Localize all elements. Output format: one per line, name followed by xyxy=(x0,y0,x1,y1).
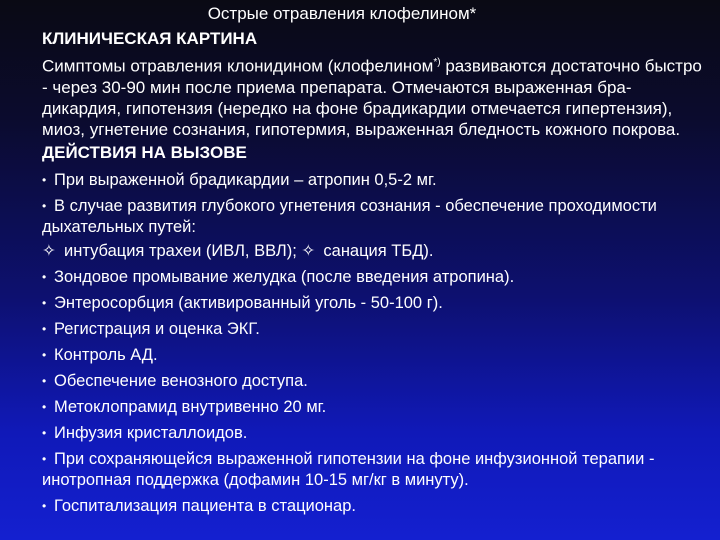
list-item xyxy=(42,293,702,314)
bullet-icon: • xyxy=(42,373,47,388)
star-icon: ✧ xyxy=(301,241,316,260)
list-item-text: Зондовое промывание желудка (после введения атропина). xyxy=(54,267,515,286)
list-item xyxy=(42,423,702,444)
clinical-heading: КЛИНИЧЕСКАЯ КАРТИНА xyxy=(42,29,258,48)
sub-list-item-text: санация ТБД). xyxy=(323,241,434,260)
slide-title: Острые отравления клофелином* xyxy=(207,4,477,23)
bullet-icon: • xyxy=(42,451,47,466)
bullet-icon: • xyxy=(42,321,47,336)
list-item xyxy=(42,319,702,340)
list-item-text: Метоклопрамид внутривенно 20 мг. xyxy=(54,397,327,416)
list-item xyxy=(42,196,702,238)
clinical-footnote-mark: *) xyxy=(433,57,441,68)
sub-list xyxy=(42,241,702,262)
list-item-text: Регистрация и оценка ЭКГ. xyxy=(54,319,260,338)
list-item-text: При выраженной брадикардии – атропин 0,5-2 мг. xyxy=(54,170,437,189)
list-item-text: Энтеросорбция (активированный уголь - 50-100 г). xyxy=(54,293,443,312)
list-item xyxy=(42,449,702,491)
clinical-paragraph xyxy=(42,52,702,140)
list-item xyxy=(42,345,702,366)
list-item-text: В случае развития глубокого угнетения сознания - обеспечение проходимости дыхательных путей: xyxy=(42,196,657,236)
star-icon: ✧ xyxy=(42,241,56,260)
bullet-icon: • xyxy=(42,172,47,187)
list-item xyxy=(42,496,702,517)
bullet-icon: • xyxy=(42,198,47,213)
bullet-icon: • xyxy=(42,269,47,284)
bullet-icon: • xyxy=(42,399,47,414)
slide-content xyxy=(42,3,702,517)
list-item-text: При сохраняющейся выраженной гипотензии на фоне инфузионной терапии - инотропная поддержка (дофамин 10-15 мг/кг в минуту). xyxy=(42,449,655,489)
list-item xyxy=(42,397,702,418)
clinical-text-start: Симптомы отравления клонидином (клофелином xyxy=(42,56,434,76)
actions-heading: ДЕЙСТВИЯ НА ВЫЗОВЕ xyxy=(42,142,247,162)
list-item-text: Обеспечение венозного доступа. xyxy=(54,371,308,390)
sub-list-item-text: интубация трахеи (ИВЛ, ВВЛ); xyxy=(64,241,297,260)
list-item-text: Инфузия кристаллоидов. xyxy=(54,423,248,442)
clinical-text-end: развиваются достаточно быстро - через 30-90 мин после приема препарата. Отмечаются выраженная бра-дикардия, гипотензия (нередко на фоне брадикардии отмечается гипертензия), миоз, угнетение сознания, гипотермия, выраженная бледность кожного покрова. xyxy=(42,56,702,139)
list-item-text: Контроль АД. xyxy=(54,345,158,364)
list-item-text: Госпитализация пациента в стационар. xyxy=(54,496,356,515)
list-item xyxy=(42,170,702,191)
bullet-icon: • xyxy=(42,425,47,440)
bullet-icon: • xyxy=(42,498,47,513)
list-item xyxy=(42,371,702,392)
bullet-icon: • xyxy=(42,295,47,310)
bullet-icon: • xyxy=(42,347,47,362)
list-item xyxy=(42,267,702,288)
